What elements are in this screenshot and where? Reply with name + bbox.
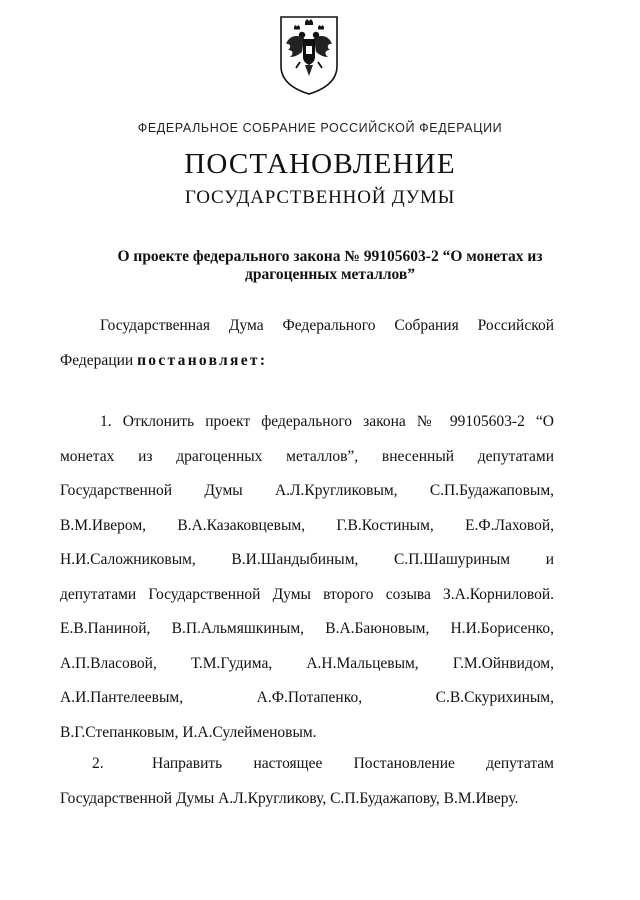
paragraph-line	[60, 344, 554, 379]
paragraph-line: депутатами Государственной Думы второго созыва З.А.Корниловой.	[60, 585, 554, 603]
document-subject	[100, 248, 560, 284]
paragraph-line: А.И.Пантелеевым, А.Ф.Потапенко, С.В.Скурихиным,	[60, 689, 554, 706]
org-name: ФЕДЕРАЛЬНОЕ СОБРАНИЕ РОССИЙСКОЙ ФЕДЕРАЦИИ	[137, 121, 503, 135]
paragraph-line: А.П.Власовой, Т.М.Гудима, А.Н.Мальцевым, Г.М.Ойнвидом,	[60, 654, 554, 672]
item-number: 2.	[92, 755, 104, 772]
russian-coat-of-arms-icon	[278, 14, 340, 96]
decree-word: постановляет:	[137, 351, 268, 369]
item-2-paragraph	[60, 747, 554, 816]
item-2-text: Направить настоящее Постановление депутатам	[152, 755, 554, 772]
document-type-title: ПОСТАНОВЛЕНИЕ	[184, 148, 456, 180]
paragraph-line: Государственной Думы А.Л.Кругликову, С.П.Будажапову, В.М.Иверу.	[60, 789, 519, 807]
paragraph-line: 1. Отклонить проект федерального закона № 99105603-2 “О	[100, 413, 554, 430]
paragraph-line: В.М.Ивером, В.А.Казаковцевым, Г.В.Костиным, Е.Ф.Лаховой,	[60, 516, 554, 534]
paragraph-line: Н.И.Саложниковым, В.И.Шандыбиным, С.П.Шашуриным и	[60, 551, 554, 568]
item-1-paragraph	[60, 405, 554, 750]
intro-paragraph	[60, 309, 554, 378]
paragraph-line: Е.В.Паниной, В.П.Альмяшкиным, В.А.Баюновым, Н.И.Борисенко,	[60, 620, 554, 637]
issuing-body: ГОСУДАРСТВЕННОЙ ДУМЫ	[184, 187, 456, 208]
paragraph-line: В.Г.Степанковым, И.А.Сулейменовым.	[60, 723, 317, 741]
paragraph-line: Государственная Дума Федерального Собрания Российской	[100, 317, 554, 334]
paragraph-line	[60, 747, 554, 782]
subject-line: О проекте федерального закона № 99105603-2 “О монетах из	[117, 248, 543, 265]
intro-prefix: Федерации	[60, 351, 134, 369]
subject-line: драгоценных металлов”	[244, 266, 415, 283]
paragraph-line: Государственной Думы А.Л.Кругликовым, С.П.Будажаповым,	[60, 482, 554, 499]
paragraph-line: монетах из драгоценных металлов”, внесенный депутатами	[60, 447, 554, 465]
